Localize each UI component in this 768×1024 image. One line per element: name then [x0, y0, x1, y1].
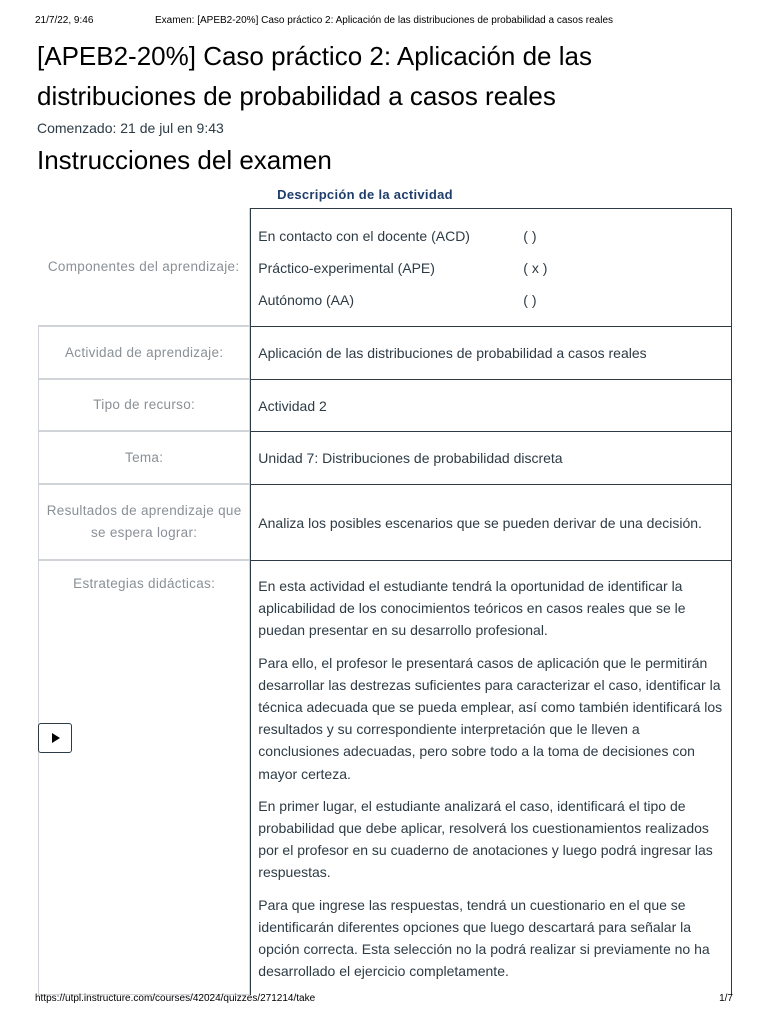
resultados-value: Analiza los posibles escenarios que se pueden derivar de una decisión. — [250, 484, 732, 560]
componente-name: Autónomo (AA) — [258, 291, 355, 308]
tema-value: Unidad 7: Distribuciones de probabilidad discreta — [250, 431, 732, 484]
print-url: https://utpl.instructure.com/courses/42024/quizzes/271214/take — [35, 993, 316, 1004]
play-icon — [52, 733, 60, 743]
table-row — [38, 208, 732, 326]
componente-item — [258, 220, 724, 252]
table-row — [38, 560, 732, 995]
estrategias-paragraph: En esta actividad el estudiante tendrá la oportunidad de identificar la aplicabilidad de los conocimientos teóricos en casos reales que se le puedan presentar en su desarrollo profesional. — [258, 578, 686, 639]
table-row — [38, 431, 732, 484]
table-caption: Descripción de la actividad — [277, 187, 453, 202]
print-footer — [35, 993, 733, 1009]
componente-item — [258, 252, 724, 284]
activity-description-table — [38, 208, 732, 995]
resultados-label: Resultados de aprendizaje que se espera lograr: — [38, 484, 250, 560]
actividad-label: Actividad de aprendizaje: — [38, 326, 250, 379]
estrategias-paragraph: Para que ingrese las respuestas, tendrá un cuestionario en el que se identificarán diferentes opciones que luego descartará para señalar la opción correcta. Esta selección no la podrá realizar si previamente no ha desarrollado el ejercicio completamente. — [258, 896, 710, 980]
componente-mark: ( x ) — [523, 259, 548, 276]
estrategias-paragraph: Para ello, el profesor le presentará casos de aplicación que le permitirán desarrollar las destrezas suficientes para caracterizar el caso, identificar la técnica adecuada que se pueda emplear, así como también identificará los resultados y su correspondiente interpretación que le lleven a conclusiones adecuadas, pero sobre todo a la toma de decisiones con mayor certeza. — [258, 654, 723, 782]
componente-name: Práctico-experimental (APE) — [258, 259, 435, 276]
started-timestamp: Comenzado: 21 de jul en 9:43 — [37, 120, 224, 136]
instructions-heading: Instrucciones del examen — [37, 145, 332, 175]
print-document-title: Examen: [APEB2-20%] Caso práctico 2: Aplicación de las distribuciones de probabilidad a casos reales — [154, 15, 614, 26]
estrategias-paragraph: En primer lugar, el estudiante analizará el caso, identificará el tipo de probabilidad que debe aplicar, resolverá los cuestionamientos realizados por el profesor en su cuaderno de anotaciones y luego podrá ingresar las respuestas. — [258, 797, 713, 881]
quiz-title: [APEB2-20%] Caso práctico 2: Aplicación de las distribuciones de probabilidad a casos reales — [37, 41, 592, 111]
tema-label: Tema: — [38, 431, 250, 484]
print-page-number: 1/7 — [719, 993, 733, 1004]
table-row — [38, 379, 732, 431]
componente-mark: ( ) — [523, 291, 537, 308]
table-row — [38, 484, 732, 560]
print-header — [35, 15, 733, 31]
componentes-value — [250, 208, 732, 326]
componente-name: En contacto con el docente (ACD) — [258, 227, 470, 244]
print-date: 21/7/22, 9:46 — [35, 15, 94, 26]
estrategias-label: Estrategias didácticas: — [38, 560, 250, 995]
componentes-label: Componentes del aprendizaje: — [38, 208, 250, 326]
play-button[interactable] — [38, 723, 72, 753]
tipo-recurso-label: Tipo de recurso: — [38, 379, 250, 431]
componente-item — [258, 284, 724, 316]
estrategias-value — [250, 560, 732, 995]
actividad-value: Aplicación de las distribuciones de probabilidad a casos reales — [250, 326, 732, 379]
componente-mark: ( ) — [523, 227, 537, 244]
tipo-recurso-value: Actividad 2 — [250, 379, 732, 431]
table-row — [38, 326, 732, 379]
